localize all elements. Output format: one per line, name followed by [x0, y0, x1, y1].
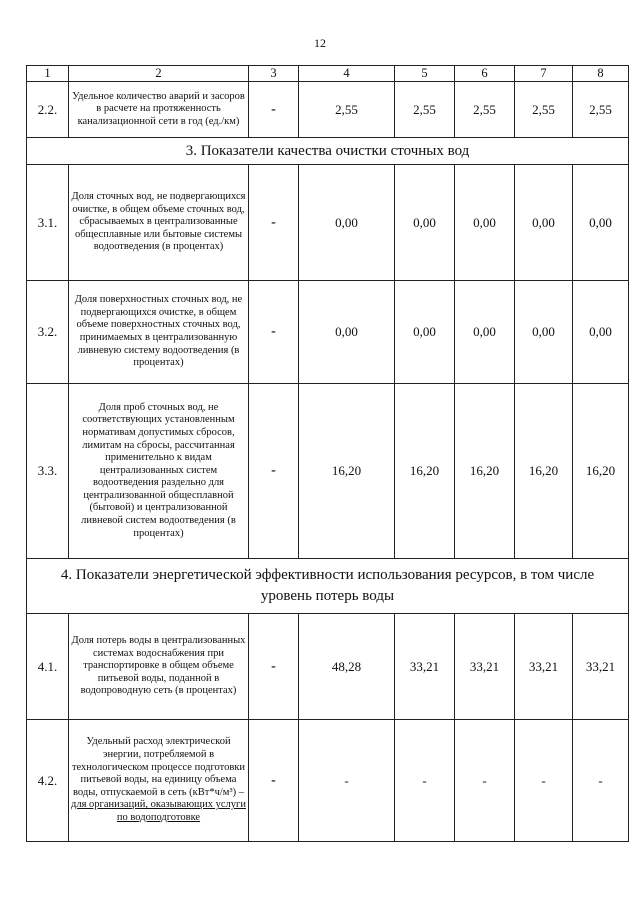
value-cell: 16,20: [395, 384, 455, 559]
section-row: [27, 559, 629, 614]
row-description-underlined: для организаций, оказывающих услуги по водоподготовке: [71, 799, 246, 823]
value-cell: 33,21: [515, 614, 573, 720]
value-cell: -: [299, 720, 395, 842]
value-cell: 0,00: [299, 165, 395, 281]
value-cell: 2,55: [395, 82, 455, 138]
row-description: Доля поверхностных сточных вод, не подвергающихся очистке, в общем объеме поверхностных сточных вод, принимаемых в централизованную ливневую систему водоотведения (в процентах): [69, 281, 249, 384]
column-header: 8: [573, 66, 629, 82]
table-row: [27, 384, 629, 559]
base-value: -: [249, 720, 299, 842]
table-row: [27, 614, 629, 720]
table-header-row: [27, 66, 629, 82]
value-cell: 0,00: [455, 165, 515, 281]
value-cell: 16,20: [299, 384, 395, 559]
section-title-4: [27, 559, 629, 614]
value-cell: 0,00: [573, 165, 629, 281]
value-cell: -: [455, 720, 515, 842]
value-cell: 2,55: [299, 82, 395, 138]
value-cell: 0,00: [455, 281, 515, 384]
row-number: 4.1.: [27, 614, 69, 720]
base-value: -: [249, 165, 299, 281]
column-header: 6: [455, 66, 515, 82]
base-value: -: [249, 384, 299, 559]
row-number: 2.2.: [27, 82, 69, 138]
row-number: 3.2.: [27, 281, 69, 384]
value-cell: -: [573, 720, 629, 842]
value-cell: 33,21: [395, 614, 455, 720]
value-cell: -: [395, 720, 455, 842]
row-number: 3.1.: [27, 165, 69, 281]
section-title-3: 3. Показатели качества очистки сточных вод: [27, 138, 629, 165]
value-cell: 48,28: [299, 614, 395, 720]
section-title-4-line1: 4. Показатели энергетической эффективности использования ресурсов, в том числе: [60, 567, 595, 583]
column-header: 5: [395, 66, 455, 82]
base-value: -: [249, 281, 299, 384]
row-description: Удельное количество аварий и засоров в расчете на протяженность канализационной сети в год (ед./км): [69, 82, 249, 138]
value-cell: -: [515, 720, 573, 842]
value-cell: 16,20: [573, 384, 629, 559]
page-number: 12: [314, 36, 326, 50]
value-cell: 0,00: [299, 281, 395, 384]
row-description: Доля проб сточных вод, не соответствующих установленным нормативам допустимых сбросов, лимитам на сбросы, рассчитанная применительно к видам централизованных систем водоотведения раздельно для централизованной общесплавной (бытовой) и централизованной ливневой систем водоотведения (в процентах): [69, 384, 249, 559]
value-cell: 2,55: [455, 82, 515, 138]
base-value: -: [249, 614, 299, 720]
value-cell: 0,00: [515, 165, 573, 281]
value-cell: 16,20: [515, 384, 573, 559]
section-title-4-line2: уровень потерь воды: [260, 588, 395, 604]
row-description: Доля сточных вод, не подвергающихся очистке, в общем объеме сточных вод, сбрасываемых в централизованные общесплавные или бытовые системы водоотведения (в процентах): [69, 165, 249, 281]
value-cell: 33,21: [573, 614, 629, 720]
row-description: Доля потерь воды в централизованных системах водоснабжения при транспортировке в общем объеме питьевой воды, поданной в водопроводную сеть (в процентах): [69, 614, 249, 720]
value-cell: 2,55: [573, 82, 629, 138]
column-header: 1: [27, 66, 69, 82]
indicators-table: [26, 65, 629, 842]
value-cell: 33,21: [455, 614, 515, 720]
value-cell: 0,00: [395, 165, 455, 281]
row-number: 3.3.: [27, 384, 69, 559]
column-header: 4: [299, 66, 395, 82]
value-cell: 0,00: [395, 281, 455, 384]
value-cell: 0,00: [573, 281, 629, 384]
column-header: 3: [249, 66, 299, 82]
row-number: 4.2.: [27, 720, 69, 842]
value-cell: 0,00: [515, 281, 573, 384]
value-cell: 16,20: [455, 384, 515, 559]
row-description-main: Удельный расход электрической энергии, потребляемой в технологическом процессе подготовки питьевой воды, на единицу объема воды, отпускаемой в сеть (кВт*ч/м³) –: [71, 736, 246, 798]
table-row: [27, 720, 629, 842]
table-row: [27, 165, 629, 281]
base-value: -: [249, 82, 299, 138]
table-row: [27, 281, 629, 384]
value-cell: 2,55: [515, 82, 573, 138]
column-header: 2: [69, 66, 249, 82]
column-header: 7: [515, 66, 573, 82]
row-description: [69, 720, 249, 842]
section-row: [27, 138, 629, 165]
table-row: [27, 82, 629, 138]
